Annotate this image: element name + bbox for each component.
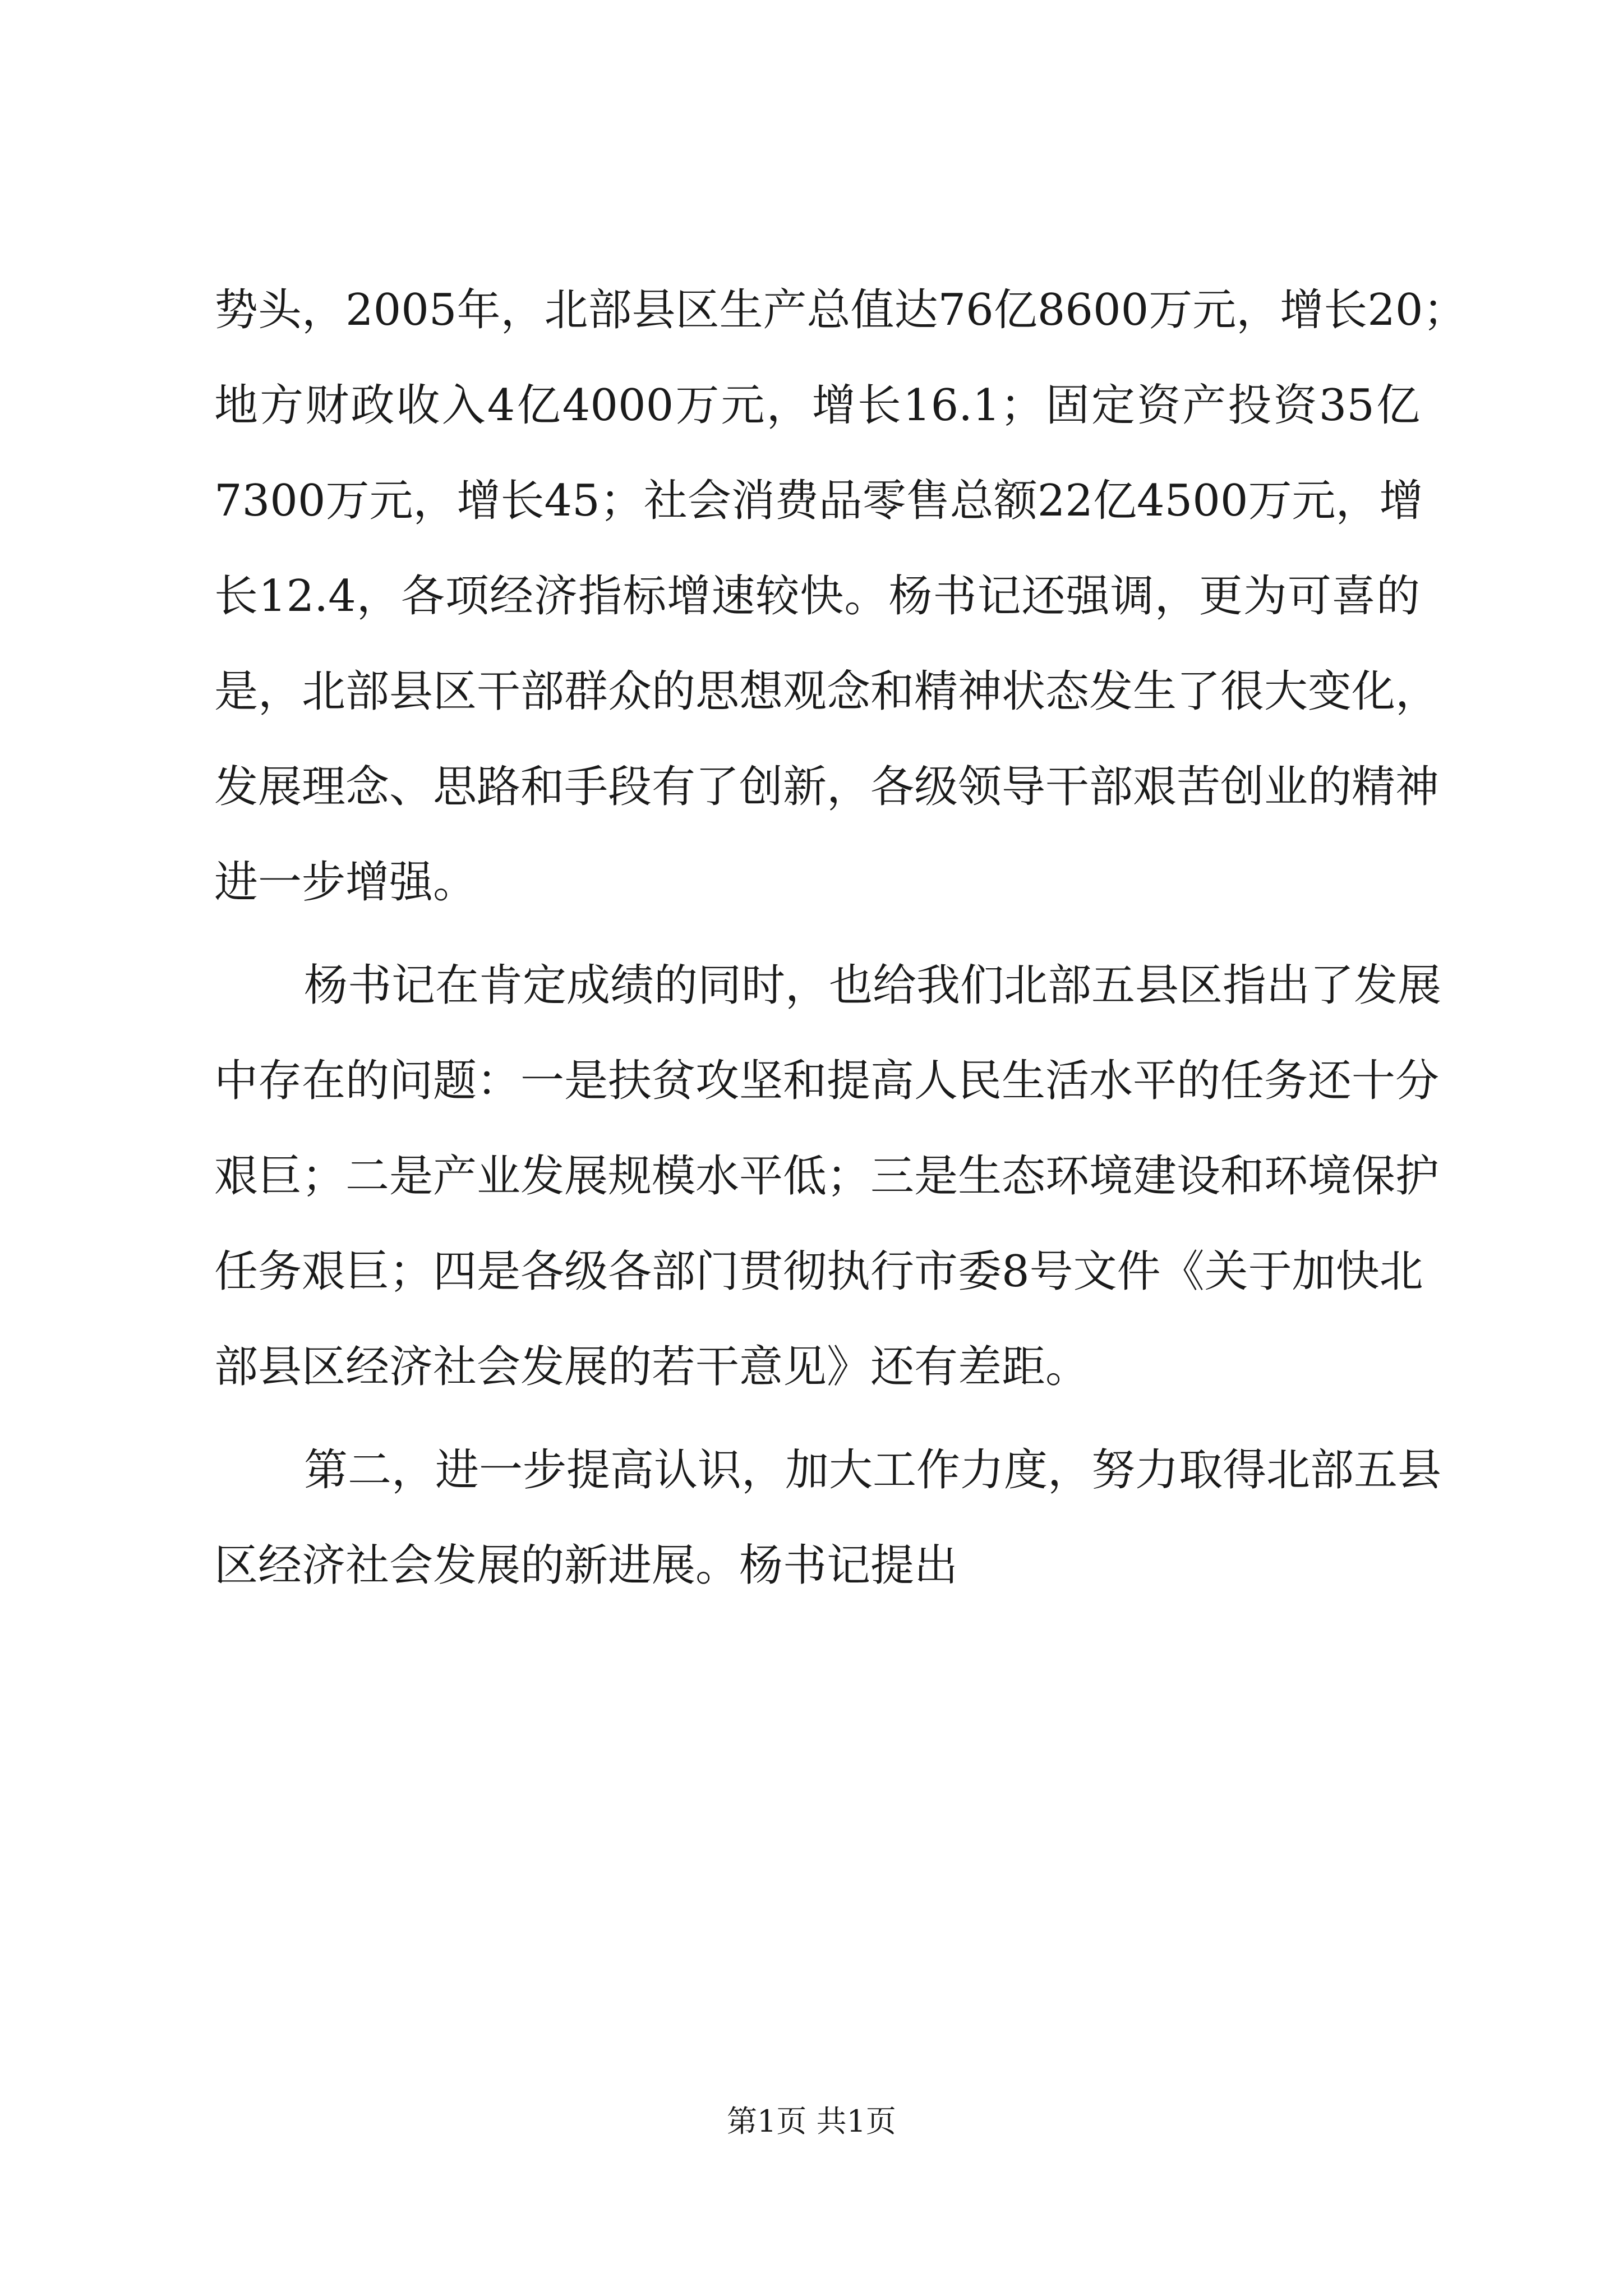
paragraph-line: 长12.4，各项经济指标增速较快。杨书记还强调，更为可喜的 <box>214 571 1420 622</box>
paragraph-line: 第二，进一步提高认识，加大工作力度，努力取得北部五县 <box>304 1445 1442 1496</box>
paragraph-line: 部县区经济社会发展的若干意见》还有差距。 <box>214 1342 1090 1392</box>
page-number-footer: 第1页 共1页 <box>727 2104 896 2139</box>
paragraph-gap <box>214 930 1420 938</box>
paragraph-line: 势头，2005年，北部县区生产总值达76亿8600万元，增长20； <box>214 285 1467 335</box>
document-body <box>214 263 1467 1613</box>
paragraph-line: 7300万元，增长45；社会消费品零售总额22亿4500万元，增 <box>214 476 1423 526</box>
paragraph-line: 艰巨；二是产业发展规模水平低；三是生态环境建设和环境保护 <box>214 1151 1440 1202</box>
paragraph-gap <box>214 1415 1420 1423</box>
paragraph-line: 是，北部县区干部群众的思想观念和精神状态发生了很大变化， <box>214 666 1440 717</box>
paragraph-line: 杨书记在肯定成绩的同时，也给我们北部五县区指出了发展 <box>304 960 1442 1011</box>
paragraph-1 <box>214 263 1467 930</box>
paragraph-line: 地方财政收入4亿4000万元，增长16.1；固定资产投资35亿 <box>214 380 1420 431</box>
paragraph-line: 进一步增强。 <box>214 857 477 908</box>
paragraph-line: 区经济社会发展的新进展。杨书记提出 <box>214 1540 958 1591</box>
paragraph-2 <box>214 938 1442 1415</box>
paragraph-line: 发展理念、思路和手段有了创新，各级领导干部艰苦创业的精神 <box>214 762 1440 812</box>
paragraph-line: 中存在的问题：一是扶贫攻坚和提高人民生活水平的任务还十分 <box>214 1056 1440 1106</box>
paragraph-3 <box>214 1423 1442 1613</box>
paragraph-line: 任务艰巨；四是各级各部门贯彻执行市委8号文件《关于加快北 <box>214 1246 1423 1297</box>
